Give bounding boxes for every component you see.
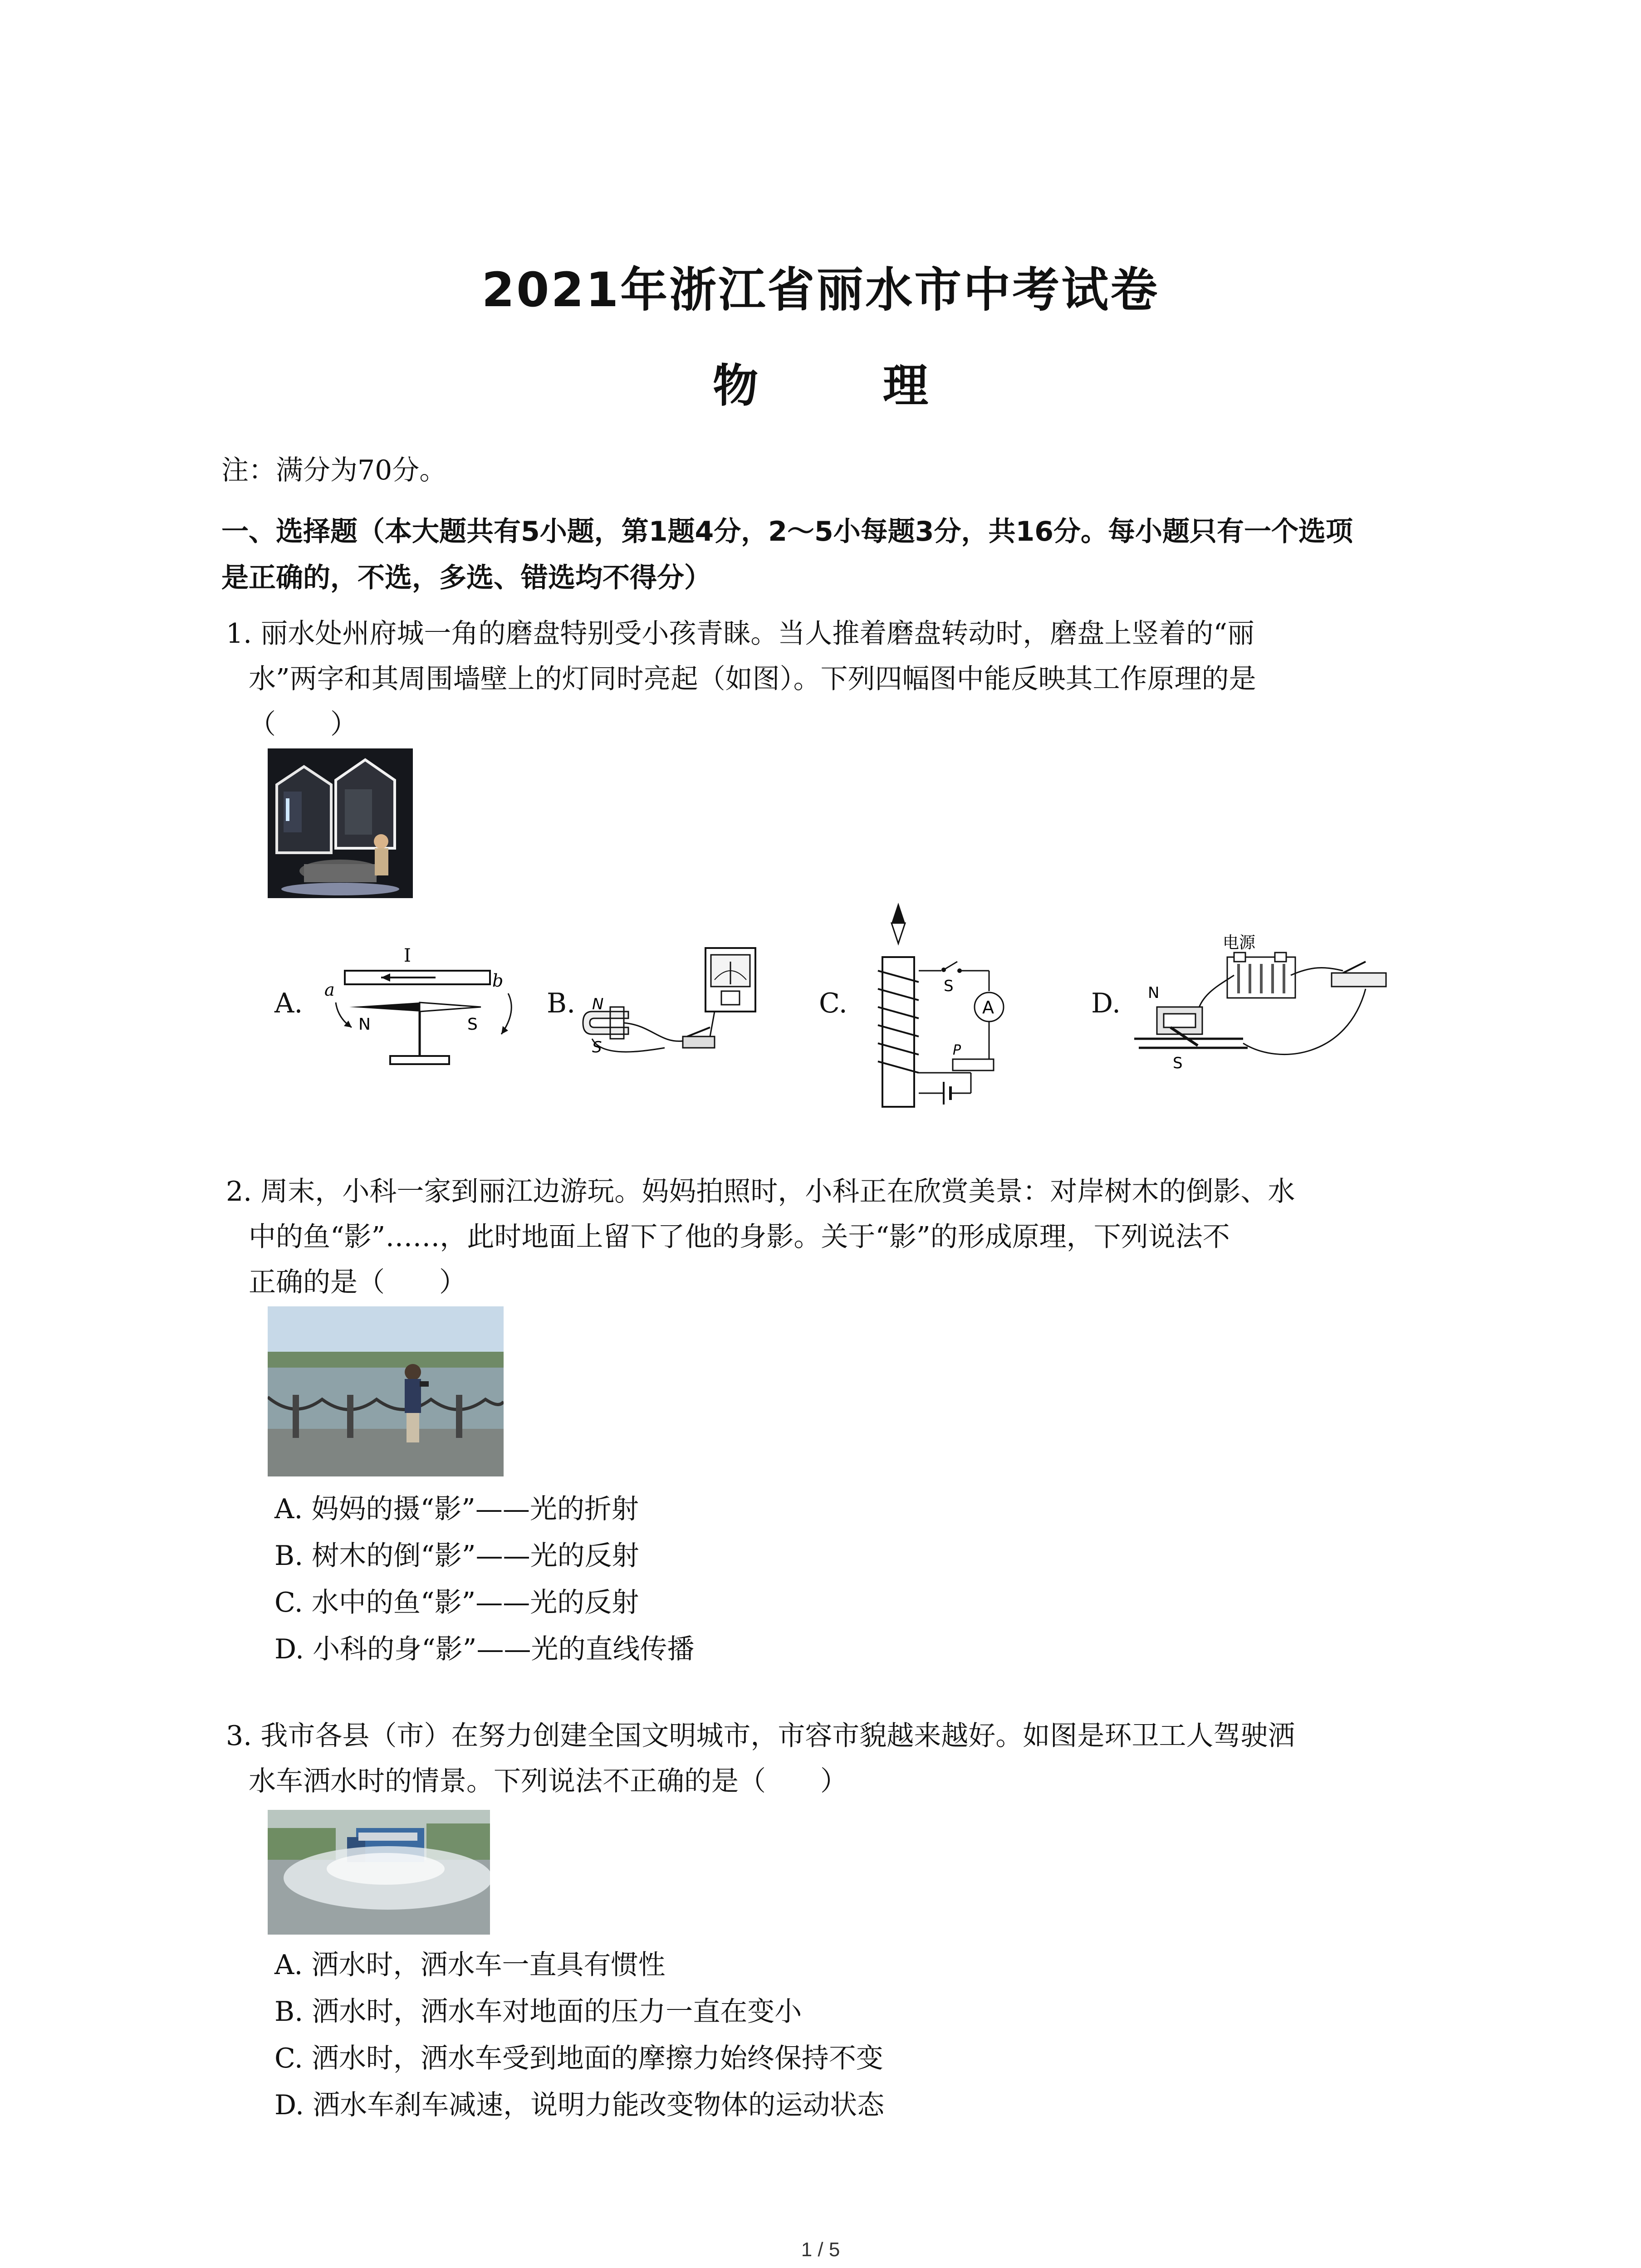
q1-a-current-label: I (404, 945, 411, 966)
q1-d-s-label: S (1173, 1054, 1183, 1072)
q1-text-line3: （ ） (249, 709, 358, 740)
q1-option-c-label: C. (819, 987, 847, 1019)
q1-diagram-b (574, 934, 764, 1070)
q1-c-p-label: P (953, 1042, 961, 1058)
q1-d-power-label: 电源 (1223, 934, 1256, 952)
page-number: 1 / 5 (801, 2239, 840, 2261)
q2-text-line3: 正确的是（ ） (249, 1266, 466, 1298)
q1-option-a-label: A. (274, 987, 303, 1019)
q1-a-right-label: b (492, 971, 504, 991)
q3-option-b: B. 洒水时，洒水车对地面的压力一直在变小 (274, 1996, 802, 2028)
subject-title: 物 理 (713, 359, 983, 412)
exam-title: 2021年浙江省丽水市中考试卷 (481, 262, 1160, 318)
q1-d-n-label: N (1148, 984, 1160, 1002)
q2-riverside-photo (268, 1306, 504, 1476)
q3-option-d: D. 洒水车刹车减速，说明力能改变物体的运动状态 (274, 2089, 885, 2121)
q2-text-line2: 中的鱼“影”……，此时地面上留下了他的身影。关于“影”的形成原理，下列说法不 (249, 1221, 1230, 1253)
section-heading-line2: 是正确的，不选，多选、错选均不得分） (221, 562, 711, 594)
q1-b-s-label: S (592, 1038, 602, 1056)
q1-c-meter-label: A (982, 997, 994, 1017)
q1-a-n-label: N (358, 1015, 371, 1034)
q1-text-line1: 1. 丽水处州府城一角的磨盘特别受小孩青睐。当人推着磨盘转动时，磨盘上竖着的“丽 (226, 618, 1254, 650)
q1-a-s-label: S (467, 1015, 478, 1034)
q1-a-left-label: a (324, 980, 335, 1000)
q1-option-d-label: D. (1091, 987, 1121, 1019)
q1-diagram-a (318, 939, 531, 1075)
score-note: 注：满分为70分。 (221, 455, 447, 486)
q1-millstone-photo (268, 748, 413, 898)
q2-option-d: D. 小科的身“影”——光的直线传播 (274, 1633, 695, 1665)
section-heading-line1: 一、选择题（本大题共有5小题，第1题4分，2～5小每题3分，共16分。每小题只有一个选项 (221, 516, 1353, 547)
q3-option-a: A. 洒水时，洒水车一直具有惯性 (274, 1949, 666, 1981)
q3-sprinkler-truck-photo (268, 1810, 490, 1935)
q1-diagram-d (1130, 930, 1420, 1075)
q3-text-line2: 水车洒水时的情景。下列说法不正确的是（ ） (249, 1765, 847, 1797)
q2-option-c: C. 水中的鱼“影”——光的反射 (274, 1587, 639, 1618)
q2-option-a: A. 妈妈的摄“影”——光的折射 (274, 1493, 639, 1525)
q1-text-line2: 水”两字和其周围墙壁上的灯同时亮起（如图）。下列四幅图中能反映其工作原理的是 (249, 663, 1256, 695)
q1-b-n-label: N (592, 995, 604, 1013)
q1-option-b-label: B. (547, 987, 576, 1019)
q2-option-b: B. 树木的倒“影”——光的反射 (274, 1540, 639, 1572)
q2-text-line1: 2. 周末，小科一家到丽江边游玩。妈妈拍照时，小科正在欣赏美景：对岸树木的倒影、水 (226, 1176, 1295, 1207)
q3-text-line1: 3. 我市各县（市）在努力创建全国文明城市，市容市貌越来越好。如图是环卫工人驾驶洒 (226, 1720, 1295, 1752)
q1-c-s-label: S (944, 977, 954, 995)
q1-diagram-c (853, 903, 1012, 1116)
q3-option-c: C. 洒水时，洒水车受到地面的摩擦力始终保持不变 (274, 2043, 883, 2074)
